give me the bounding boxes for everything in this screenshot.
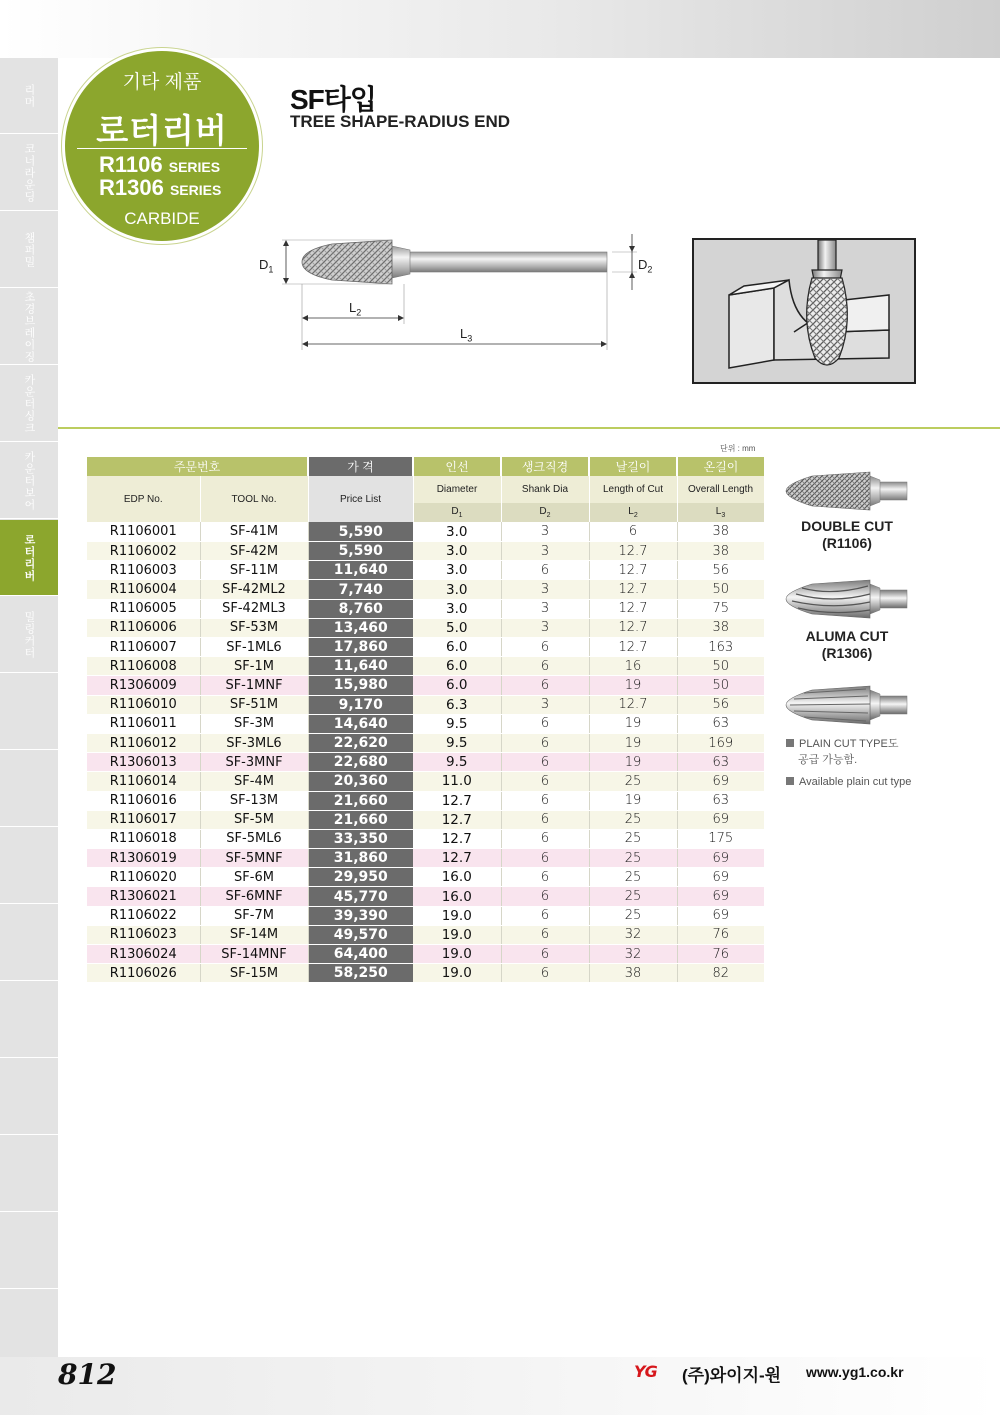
- diameter-cell: 12.7: [413, 849, 501, 868]
- diameter-cell: 19.0: [413, 964, 501, 983]
- edp-cell: R1106010: [87, 695, 200, 714]
- overall-length-cell: 75: [677, 599, 764, 618]
- price-cell: 9,170: [308, 695, 413, 714]
- edp-cell: R1106022: [87, 906, 200, 925]
- shank-cell: 6: [501, 849, 589, 868]
- header-tool: TOOL No.: [200, 476, 308, 522]
- header-cut-kr: 날길이: [589, 457, 677, 476]
- cut-length-cell: 12.7: [589, 638, 677, 657]
- table-row: [87, 925, 764, 944]
- side-tab-empty: [0, 1136, 58, 1212]
- shank-cell: 6: [501, 772, 589, 791]
- overall-length-cell: 38: [677, 522, 764, 541]
- overall-length-cell: 56: [677, 695, 764, 714]
- cut-length-cell: 19: [589, 753, 677, 772]
- edp-cell: R1106007: [87, 638, 200, 657]
- diameter-cell: 9.5: [413, 714, 501, 733]
- side-tab-chamfer-mill[interactable]: 챔퍼밀: [0, 212, 58, 288]
- side-tab-empty: [0, 905, 58, 981]
- diameter-cell: 12.7: [413, 829, 501, 848]
- shank-cell: 6: [501, 945, 589, 964]
- shank-cell: 6: [501, 868, 589, 887]
- tool-cell: SF-42ML2: [200, 580, 308, 599]
- overall-length-cell: 38: [677, 618, 764, 637]
- price-cell: 33,350: [308, 829, 413, 848]
- price-cell: 11,640: [308, 561, 413, 580]
- header-sym-d1: $D_1$: [413, 503, 501, 522]
- burr-head-flutes: [302, 240, 392, 284]
- tool-cell: SF-1MNF: [200, 676, 308, 695]
- cut-length-cell: 19: [589, 733, 677, 752]
- table-row: [87, 522, 764, 541]
- price-cell: 22,620: [308, 733, 413, 752]
- label-d2: $D_2$: [638, 257, 653, 275]
- tool-cell: SF-1M: [200, 657, 308, 676]
- table-row: [87, 887, 764, 906]
- diameter-cell: 6.0: [413, 638, 501, 657]
- table-row: [87, 829, 764, 848]
- cut-length-cell: 32: [589, 945, 677, 964]
- tool-cell: SF-5MNF: [200, 849, 308, 868]
- company-website[interactable]: www.yg1.co.kr: [806, 1364, 904, 1380]
- overall-length-cell: 50: [677, 580, 764, 599]
- table-row: [87, 868, 764, 887]
- edp-cell: R1106002: [87, 542, 200, 561]
- cut-length-cell: 25: [589, 868, 677, 887]
- cut-length-cell: 19: [589, 791, 677, 810]
- price-cell: 31,860: [308, 849, 413, 868]
- diameter-cell: 16.0: [413, 868, 501, 887]
- header-length-cut: Length of Cut: [589, 476, 677, 503]
- label-l3: $L_3$: [460, 326, 473, 344]
- header-edp: EDP No.: [87, 476, 200, 522]
- cut-length-cell: 12.7: [589, 618, 677, 637]
- side-tab-counterbore[interactable]: 카운터보어: [0, 443, 58, 519]
- cut-length-cell: 12.7: [589, 695, 677, 714]
- table-row: [87, 695, 764, 714]
- diameter-cell: 9.5: [413, 733, 501, 752]
- tool-cell: SF-3M: [200, 714, 308, 733]
- tool-cell: SF-15M: [200, 964, 308, 983]
- tool-cell: SF-41M: [200, 522, 308, 541]
- header-sym-l3: $L_3$: [677, 503, 764, 522]
- cut-length-cell: 25: [589, 849, 677, 868]
- edp-cell: R1106014: [87, 772, 200, 791]
- header-shank-kr: 생크직경: [501, 457, 589, 476]
- tool-cell: SF-4M: [200, 772, 308, 791]
- cut-length-cell: 12.7: [589, 599, 677, 618]
- table-row: [87, 657, 764, 676]
- edp-cell: R1106004: [87, 580, 200, 599]
- badge-series-2: R1306 SERIES: [99, 175, 222, 200]
- side-tab-carbide-brazing[interactable]: 초경브레이징: [0, 289, 58, 365]
- diameter-cell: 9.5: [413, 753, 501, 772]
- shank-cell: 6: [501, 676, 589, 695]
- header-overall: Overall Length: [677, 476, 764, 503]
- header-overall-kr: 온길이: [677, 457, 764, 476]
- diameter-cell: 19.0: [413, 925, 501, 944]
- edp-cell: R1106017: [87, 810, 200, 829]
- edp-cell: R1306013: [87, 753, 200, 772]
- edp-cell: R1306021: [87, 887, 200, 906]
- side-tab-empty: [0, 828, 58, 904]
- category-badge: [62, 48, 262, 244]
- edp-cell: R1306009: [87, 676, 200, 695]
- side-tab-empty: [0, 674, 58, 750]
- edp-cell: R1106005: [87, 599, 200, 618]
- double-cut-image: [782, 466, 912, 516]
- table-row: [87, 618, 764, 637]
- diameter-cell: 12.7: [413, 810, 501, 829]
- shank-cell: 3: [501, 695, 589, 714]
- edp-cell: R1106012: [87, 733, 200, 752]
- diameter-cell: 3.0: [413, 561, 501, 580]
- diameter-cell: 19.0: [413, 906, 501, 925]
- price-cell: 49,570: [308, 925, 413, 944]
- overall-length-cell: 163: [677, 638, 764, 657]
- shank-cell: 6: [501, 791, 589, 810]
- tool-cell: SF-6M: [200, 868, 308, 887]
- overall-length-cell: 76: [677, 945, 764, 964]
- cut-length-cell: 38: [589, 964, 677, 983]
- side-tab-reamer[interactable]: 리머: [0, 58, 58, 134]
- shank-cell: 3: [501, 542, 589, 561]
- edp-cell: R1106026: [87, 964, 200, 983]
- price-cell: 17,860: [308, 638, 413, 657]
- badge-product: 로터리버: [96, 112, 228, 149]
- tool-cell: SF-14M: [200, 925, 308, 944]
- tool-cell: SF-13M: [200, 791, 308, 810]
- shank-cell: 6: [501, 887, 589, 906]
- diameter-cell: 3.0: [413, 522, 501, 541]
- tool-cell: SF-5ML6: [200, 829, 308, 848]
- edp-cell: R1106011: [87, 714, 200, 733]
- tool-cell: SF-53M: [200, 618, 308, 637]
- price-cell: 58,250: [308, 964, 413, 983]
- header-order-no: 주문번호: [87, 457, 308, 476]
- tool-cell: SF-7M: [200, 906, 308, 925]
- diameter-cell: 11.0: [413, 772, 501, 791]
- tool-cell: SF-3ML6: [200, 733, 308, 752]
- side-tab-empty: [0, 1213, 58, 1289]
- overall-length-cell: 50: [677, 676, 764, 695]
- shank-cell: 6: [501, 733, 589, 752]
- shank-cell: 6: [501, 714, 589, 733]
- price-cell: 11,640: [308, 657, 413, 676]
- cut-length-cell: 32: [589, 925, 677, 944]
- burr-application-drawing: [694, 240, 914, 382]
- table-row: [87, 849, 764, 868]
- edp-cell: R1106001: [87, 522, 200, 541]
- shank-cell: 3: [501, 580, 589, 599]
- plain-cut-image: [782, 680, 912, 730]
- page-number: 812: [58, 1358, 117, 1391]
- table-row: [87, 714, 764, 733]
- shank-cell: 6: [501, 829, 589, 848]
- badge-divider: [77, 148, 247, 149]
- cut-length-cell: 25: [589, 829, 677, 848]
- table-row: [87, 733, 764, 752]
- price-cell: 14,640: [308, 714, 413, 733]
- overall-length-cell: 76: [677, 925, 764, 944]
- header-shank: Shank Dia: [501, 476, 589, 503]
- diameter-cell: 6.0: [413, 676, 501, 695]
- overall-length-cell: 69: [677, 810, 764, 829]
- burr-dimension-diagram: [252, 232, 672, 352]
- cut-length-cell: 16: [589, 657, 677, 676]
- diameter-cell: 6.3: [413, 695, 501, 714]
- shank: [402, 252, 607, 272]
- edp-cell: R1106023: [87, 925, 200, 944]
- overall-length-cell: 50: [677, 657, 764, 676]
- aluma-cut-image: [782, 574, 912, 624]
- edp-cell: R1106018: [87, 829, 200, 848]
- cut-length-cell: 25: [589, 810, 677, 829]
- header-sym-l2: $L_2$: [589, 503, 677, 522]
- badge-category: 기타 제품: [122, 72, 202, 93]
- cut-length-cell: 12.7: [589, 542, 677, 561]
- tool-cell: SF-1ML6: [200, 638, 308, 657]
- shank-cell: 6: [501, 561, 589, 580]
- table-row: [87, 542, 764, 561]
- diameter-cell: 16.0: [413, 887, 501, 906]
- diameter-cell: 3.0: [413, 580, 501, 599]
- section-divider: [58, 427, 1000, 429]
- table-row: [87, 964, 764, 983]
- company-logo: YG: [634, 1362, 657, 1381]
- table-row: [87, 599, 764, 618]
- side-tab-empty: [0, 982, 58, 1058]
- company-name: (주)와이지-원: [682, 1366, 782, 1385]
- bullet-square-icon: [786, 777, 794, 785]
- table-row: [87, 580, 764, 599]
- edp-cell: R1106003: [87, 561, 200, 580]
- price-cell: 5,590: [308, 522, 413, 541]
- side-tab-milling-cutter[interactable]: 밀링커터: [0, 597, 58, 673]
- table-row: [87, 753, 764, 772]
- badge-series-1: R1106 SERIES: [99, 152, 221, 177]
- overall-length-cell: 63: [677, 791, 764, 810]
- tool-cell: SF-14MNF: [200, 945, 308, 964]
- tool-cell: SF-5M: [200, 810, 308, 829]
- table-row: [87, 676, 764, 695]
- cut-length-cell: 12.7: [589, 561, 677, 580]
- side-tab-empty: [0, 751, 58, 827]
- overall-length-cell: 56: [677, 561, 764, 580]
- shank-cell: 6: [501, 964, 589, 983]
- tool-cell: SF-51M: [200, 695, 308, 714]
- shank-cell: 6: [501, 753, 589, 772]
- cut-length-cell: 6: [589, 522, 677, 541]
- price-cell: 45,770: [308, 887, 413, 906]
- cut-length-cell: 19: [589, 676, 677, 695]
- price-cell: 8,760: [308, 599, 413, 618]
- price-cell: 21,660: [308, 810, 413, 829]
- overall-length-cell: 169: [677, 733, 764, 752]
- price-cell: 20,360: [308, 772, 413, 791]
- unit-label: 단위 : mm: [720, 444, 756, 453]
- price-cell: 22,680: [308, 753, 413, 772]
- header-sym-d2: $D_2$: [501, 503, 589, 522]
- edp-cell: R1306024: [87, 945, 200, 964]
- overall-length-cell: 63: [677, 714, 764, 733]
- price-cell: 5,590: [308, 542, 413, 561]
- application-illustration: [692, 238, 916, 384]
- tool-cell: SF-6MNF: [200, 887, 308, 906]
- tool-cell: SF-42ML3: [200, 599, 308, 618]
- table-row: [87, 810, 764, 829]
- overall-length-cell: 63: [677, 753, 764, 772]
- diameter-cell: 3.0: [413, 542, 501, 561]
- price-cell: 21,660: [308, 791, 413, 810]
- price-cell: 7,740: [308, 580, 413, 599]
- table-row: [87, 791, 764, 810]
- neck: [392, 246, 410, 278]
- double-cut-label: DOUBLE CUT (R1106): [801, 518, 893, 551]
- shank-cell: 6: [501, 638, 589, 657]
- table-row: [87, 772, 764, 791]
- tool-cell: SF-42M: [200, 542, 308, 561]
- edp-cell: R1306019: [87, 849, 200, 868]
- overall-length-cell: 38: [677, 542, 764, 561]
- cut-length-cell: 12.7: [589, 580, 677, 599]
- cut-length-cell: 25: [589, 906, 677, 925]
- header-diameter-kr: 인선: [413, 457, 501, 476]
- shank-cell: 3: [501, 618, 589, 637]
- shank-cell: 3: [501, 522, 589, 541]
- aluma-cut-label: ALUMA CUT (R1306): [805, 628, 889, 661]
- side-tab-corner-rounding[interactable]: 코너라운딩: [0, 135, 58, 211]
- table-row: [87, 638, 764, 657]
- diameter-cell: 12.7: [413, 791, 501, 810]
- side-tab-rotary-burr[interactable]: 로터리버: [0, 520, 58, 596]
- bullet-square-icon: [786, 739, 794, 747]
- table-row: [87, 906, 764, 925]
- edp-cell: R1106016: [87, 791, 200, 810]
- diameter-cell: 6.0: [413, 657, 501, 676]
- overall-length-cell: 175: [677, 829, 764, 848]
- price-cell: 29,950: [308, 868, 413, 887]
- shank-cell: 6: [501, 906, 589, 925]
- shank-cell: 6: [501, 925, 589, 944]
- header-price: 가 격: [308, 457, 413, 476]
- spec-table-body: [87, 522, 764, 983]
- page-subtitle: TREE SHAPE-RADIUS END: [290, 112, 511, 131]
- overall-length-cell: 69: [677, 772, 764, 791]
- tool-cell: SF-3MNF: [200, 753, 308, 772]
- cut-length-cell: 25: [589, 887, 677, 906]
- tool-cell: SF-11M: [200, 561, 308, 580]
- label-l2: $L_2$: [349, 300, 362, 318]
- overall-length-cell: 69: [677, 849, 764, 868]
- plain-cut-note-en: Available plain cut type: [786, 776, 911, 788]
- side-nav: [0, 58, 58, 1358]
- header-diameter: Diameter: [413, 476, 501, 503]
- shank-cell: 6: [501, 810, 589, 829]
- price-cell: 64,400: [308, 945, 413, 964]
- edp-cell: R1106006: [87, 618, 200, 637]
- price-cell: 15,980: [308, 676, 413, 695]
- badge-material: CARBIDE: [124, 209, 200, 228]
- overall-length-cell: 69: [677, 868, 764, 887]
- shank-cell: 6: [501, 657, 589, 676]
- price-cell: 13,460: [308, 618, 413, 637]
- cut-length-cell: 19: [589, 714, 677, 733]
- edp-cell: R1106008: [87, 657, 200, 676]
- overall-length-cell: 82: [677, 964, 764, 983]
- label-d1: $D_1$: [259, 257, 274, 275]
- side-tab-countersink[interactable]: 카운터싱크: [0, 366, 58, 442]
- overall-length-cell: 69: [677, 887, 764, 906]
- plain-cut-note-kr: PLAIN CUT TYPE도 공급 가능함.: [786, 735, 898, 767]
- header-price-list: Price List: [308, 476, 413, 522]
- edp-cell: R1106020: [87, 868, 200, 887]
- page-title: SF타입: [290, 84, 376, 115]
- cut-length-cell: 25: [589, 772, 677, 791]
- diameter-cell: 3.0: [413, 599, 501, 618]
- side-tab-empty: [0, 1290, 58, 1366]
- price-cell: 39,390: [308, 906, 413, 925]
- diameter-cell: 19.0: [413, 945, 501, 964]
- table-row: [87, 945, 764, 964]
- diameter-cell: 5.0: [413, 618, 501, 637]
- spec-table: [87, 457, 765, 983]
- overall-length-cell: 69: [677, 906, 764, 925]
- table-row: [87, 561, 764, 580]
- shank-cell: 3: [501, 599, 589, 618]
- side-tab-empty: [0, 1059, 58, 1135]
